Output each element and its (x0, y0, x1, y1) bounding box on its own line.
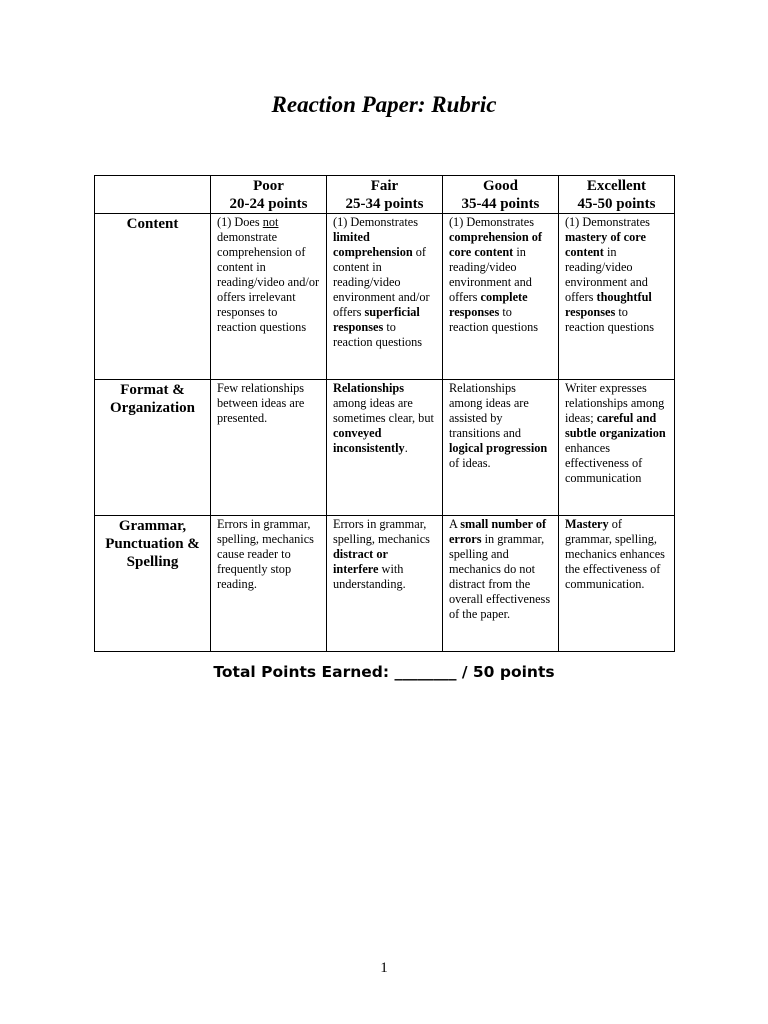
page-number: 1 (380, 960, 388, 976)
header-blank-cell (95, 176, 211, 214)
level-points: 25-34 points (345, 196, 424, 212)
cell-text-run: in reading/video environment and offers (448, 245, 532, 304)
cell-text-run: (1) Demonstrates (332, 215, 418, 229)
total-points-line: Total Points Earned: ________ / 50 points (213, 663, 555, 681)
title-sub: Rubric (431, 92, 497, 117)
criterion-label-line: Format & (120, 382, 185, 398)
cell-text-run: Mastery (564, 517, 609, 531)
level-name: Excellent (586, 178, 647, 194)
cell-text-run: . (404, 441, 408, 455)
cell-text-run: Relationships (332, 381, 405, 395)
cell-text-run: in reading/video environment and offers (564, 245, 648, 304)
cell-text-run: of content in reading/video environment and/or offers (332, 245, 430, 319)
level-points: 45-50 points (577, 196, 656, 212)
rubric-cell (442, 380, 558, 516)
cell-text-run: Errors in grammar, spelling, mechanics (332, 517, 430, 546)
cell-text-run: careful and subtle organization (564, 411, 666, 440)
rubric-cell (210, 214, 326, 380)
level-points: 20-24 points (229, 196, 308, 212)
rubric-cell (442, 516, 558, 652)
cell-text-run: thoughtful responses (564, 290, 652, 319)
level-excellent (558, 176, 674, 214)
cell-text-run: A (448, 517, 461, 531)
cell-text-run: of grammar, spelling, mechanics enhances the effectiveness of communication. (564, 517, 665, 591)
rubric-cell (558, 214, 674, 380)
criterion-label-line: Punctuation & (105, 536, 200, 552)
criterion-row-grammar (95, 516, 675, 652)
rubric-cell (558, 516, 674, 652)
cell-text-run: conveyed inconsistently (332, 426, 405, 455)
cell-text-run: Errors in grammar, spelling, mechanics cause reader to frequently stop reading. (216, 517, 314, 591)
level-name: Poor (253, 178, 284, 194)
cell-text-run: to reaction questions (448, 305, 539, 334)
cell-text-run: enhances effectiveness of communication (564, 441, 643, 485)
level-name: Fair (370, 178, 399, 194)
rubric-cell (326, 516, 442, 652)
rubric-cell (558, 380, 674, 516)
rubric-cell (210, 380, 326, 516)
rubric-table (94, 175, 675, 652)
cell-text-run: in grammar, spelling and mechanics do not distract from the overall effectiveness of the paper. (448, 532, 551, 621)
level-poor (210, 176, 326, 214)
criterion-label (95, 380, 211, 516)
level-points: 35-44 points (461, 196, 540, 212)
cell-text-run: superficial responses (332, 305, 420, 334)
criterion-label-line: Grammar, (118, 518, 187, 534)
cell-text-run: logical progression (448, 441, 548, 455)
cell-text-run: (1) Does (216, 215, 263, 229)
cell-text-run: to reaction questions (564, 305, 655, 334)
cell-text-run: (1) Demonstrates (564, 215, 650, 229)
level-good (442, 176, 558, 214)
title-main: Reaction Paper: (271, 92, 426, 117)
cell-text-run: Few relationships between ideas are presented. (216, 381, 305, 425)
criterion-label-line: Content (126, 216, 179, 232)
rubric-cell (210, 516, 326, 652)
criterion-row-content (95, 214, 675, 380)
cell-text-run: limited comprehension (332, 230, 413, 259)
cell-text-run: small number of errors (448, 517, 547, 546)
cell-text-run: Writer expresses relationships among ideas; (564, 381, 665, 425)
cell-text-run: Relationships among ideas are assisted by transitions and (448, 381, 529, 440)
header-row (95, 176, 675, 214)
criterion-label-line: Organization (109, 400, 195, 416)
level-fair (326, 176, 442, 214)
cell-text-run: (1) Demonstrates (448, 215, 534, 229)
criterion-label (95, 516, 211, 652)
cell-text-run: complete responses (448, 290, 528, 319)
cell-text-run: mastery of core content (564, 230, 646, 259)
cell-text-run: not (262, 215, 279, 229)
document-title (0, 92, 768, 118)
criterion-label-line: Spelling (126, 554, 179, 570)
cell-text-run: demonstrate comprehension of content in reading/video and/or offers irrelevant responses to reaction questions (216, 230, 320, 334)
criterion-label (95, 214, 211, 380)
rubric-cell (326, 380, 442, 516)
cell-text-run: distract or interfere (332, 547, 388, 576)
cell-text-run: to reaction questions (332, 320, 423, 349)
rubric-cell (442, 214, 558, 380)
level-name: Good (482, 178, 518, 194)
cell-text-run: among ideas are sometimes clear, but (332, 396, 434, 425)
rubric-cell (326, 214, 442, 380)
cell-text-run: comprehension of core content (448, 230, 542, 259)
cell-text-run: of ideas. (448, 456, 491, 470)
cell-text-run: with understanding. (332, 562, 406, 591)
criterion-row-format (95, 380, 675, 516)
